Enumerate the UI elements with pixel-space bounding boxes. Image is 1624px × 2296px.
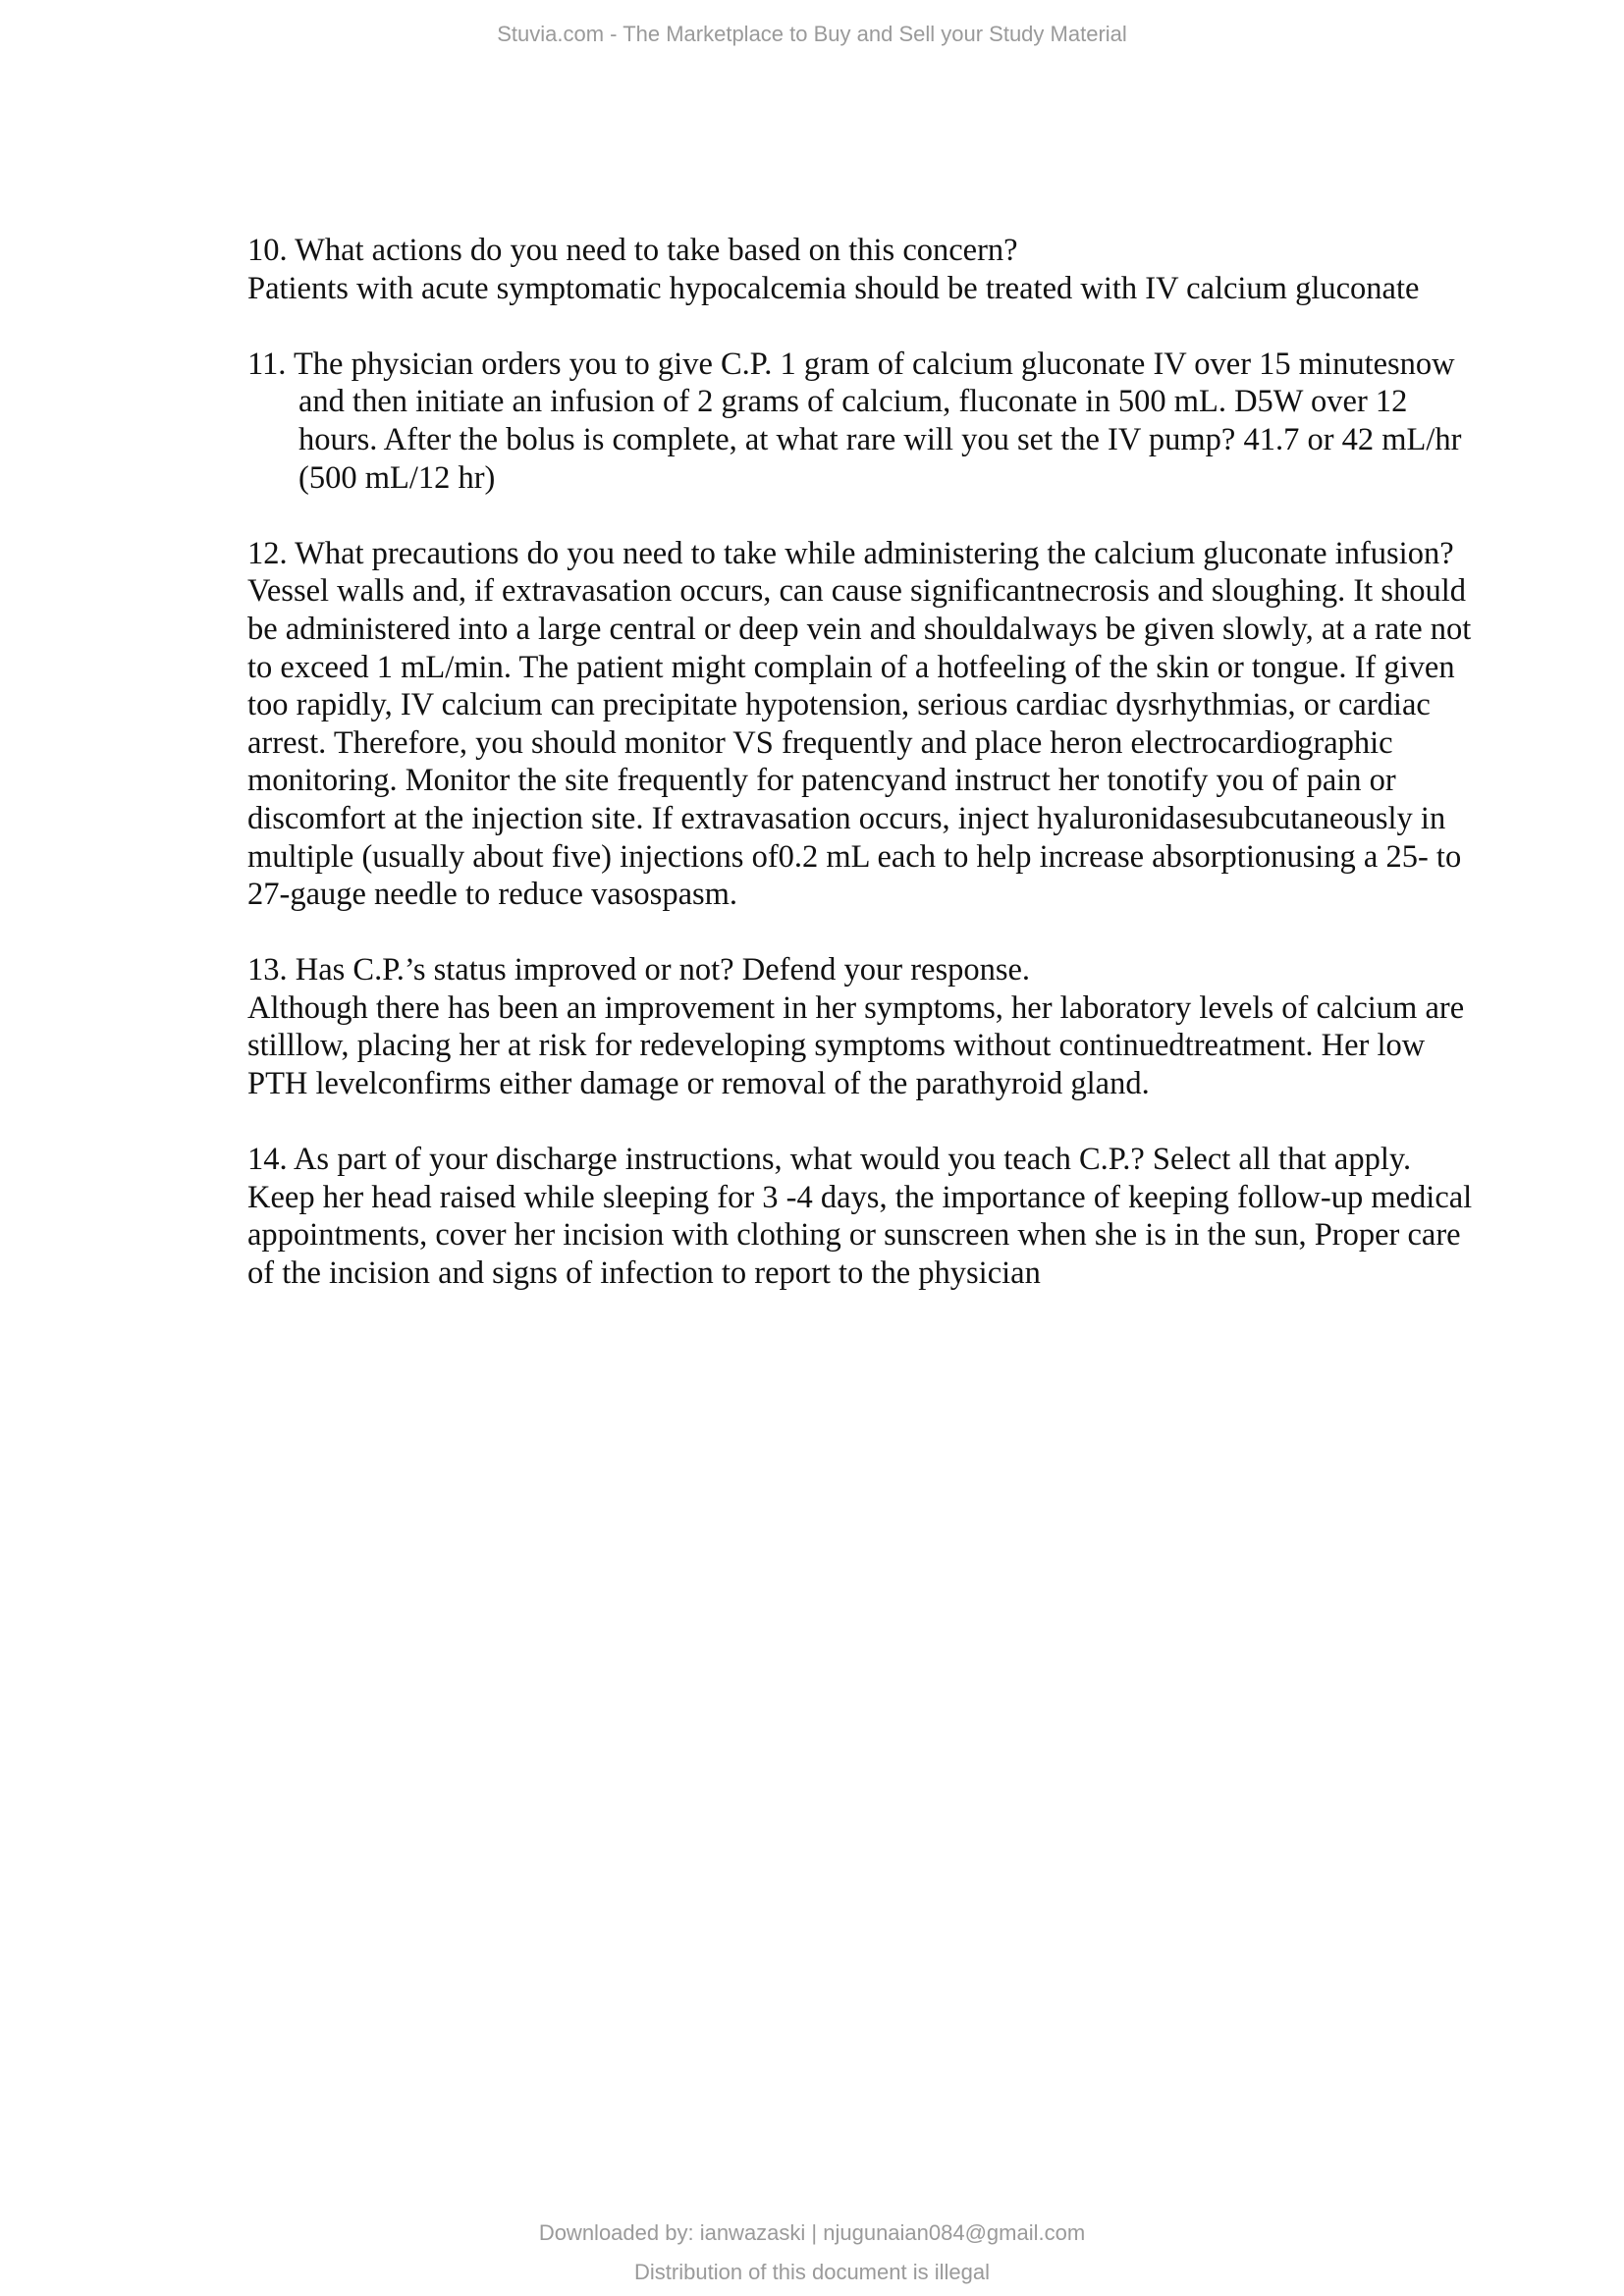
question-13: 13. Has C.P.’s status improved or not? Defend your response.	[247, 952, 1031, 988]
distribution-notice: Distribution of this document is illegal	[634, 2260, 990, 2284]
question-block-12	[247, 535, 1485, 914]
document-body	[247, 232, 1485, 1330]
question-12: 12. What precautions do you need to take while administering the calcium gluconate infusion?	[247, 535, 1454, 571]
downloaded-by-footer: Downloaded by: ianwazaski | njugunaian084@gmail.com	[538, 2220, 1086, 2245]
site-watermark: Stuvia.com - The Marketplace to Buy and Sell your Study Material	[497, 22, 1127, 46]
question-14: 14. As part of your discharge instructions, what would you teach C.P.? Select all that apply.	[247, 1142, 1412, 1178]
question-block-10	[247, 232, 1485, 307]
question-block-13	[247, 951, 1485, 1102]
question-block-14	[247, 1141, 1485, 1292]
answer-14: Keep her head raised while sleeping for 3 -4 days, the importance of keeping follow-up medical appointments, cover her incision with clothing or sunscreen when she is in the sun, Proper care of the incision and signs of infection to report to the physician	[247, 1179, 1473, 1292]
question-11: 11. The physician orders you to give C.P. 1 gram of calcium gluconate IV over 15 minutesnow and then initiate an infusion of 2 grams of calcium, fluconate in 500 mL. D5W over 12 hours. After the bolus is complete, at what rare will you set the IV pump? 41.7 or 42 mL/hr (500 mL/12 hr)	[247, 346, 1462, 496]
question-block-11	[247, 346, 1485, 497]
answer-12: Vessel walls and, if extravasation occurs, can cause significantnecrosis and sloughing. It should be administered into a large central or deep vein and shouldalways be given slowly, at a rate not to exceed 1 mL/min. The patient might complain of a hotfeeling of the skin or tongue. If given too rapidly, IV calcium can precipitate hypotension, serious cardiac dysrhythmias, or cardiac arrest. Therefore, you should monitor VS frequently and place heron electrocardiographic monitoring. Monitor the site frequently for patencyand instruct her tonotify you of pain or discomfort at the injection site. If extravasation occurs, inject hyaluronidasesubcutaneously in multiple (usually about five) injections of0.2 mL each to help increase absorptionusing a 25- to 27-gauge needle to reduce vasospasm.	[247, 573, 1472, 913]
answer-13: Although there has been an improvement in her symptoms, her laboratory levels of calcium are stilllow, placing her at risk for redeveloping symptoms without continuedtreatment. Her low PTH levelconfirms either damage or removal of the parathyroid gland.	[247, 989, 1465, 1102]
question-10: 10. What actions do you need to take based on this concern?	[247, 233, 1018, 268]
answer-10: Patients with acute symptomatic hypocalcemia should be treated with IV calcium gluconate	[247, 270, 1420, 306]
